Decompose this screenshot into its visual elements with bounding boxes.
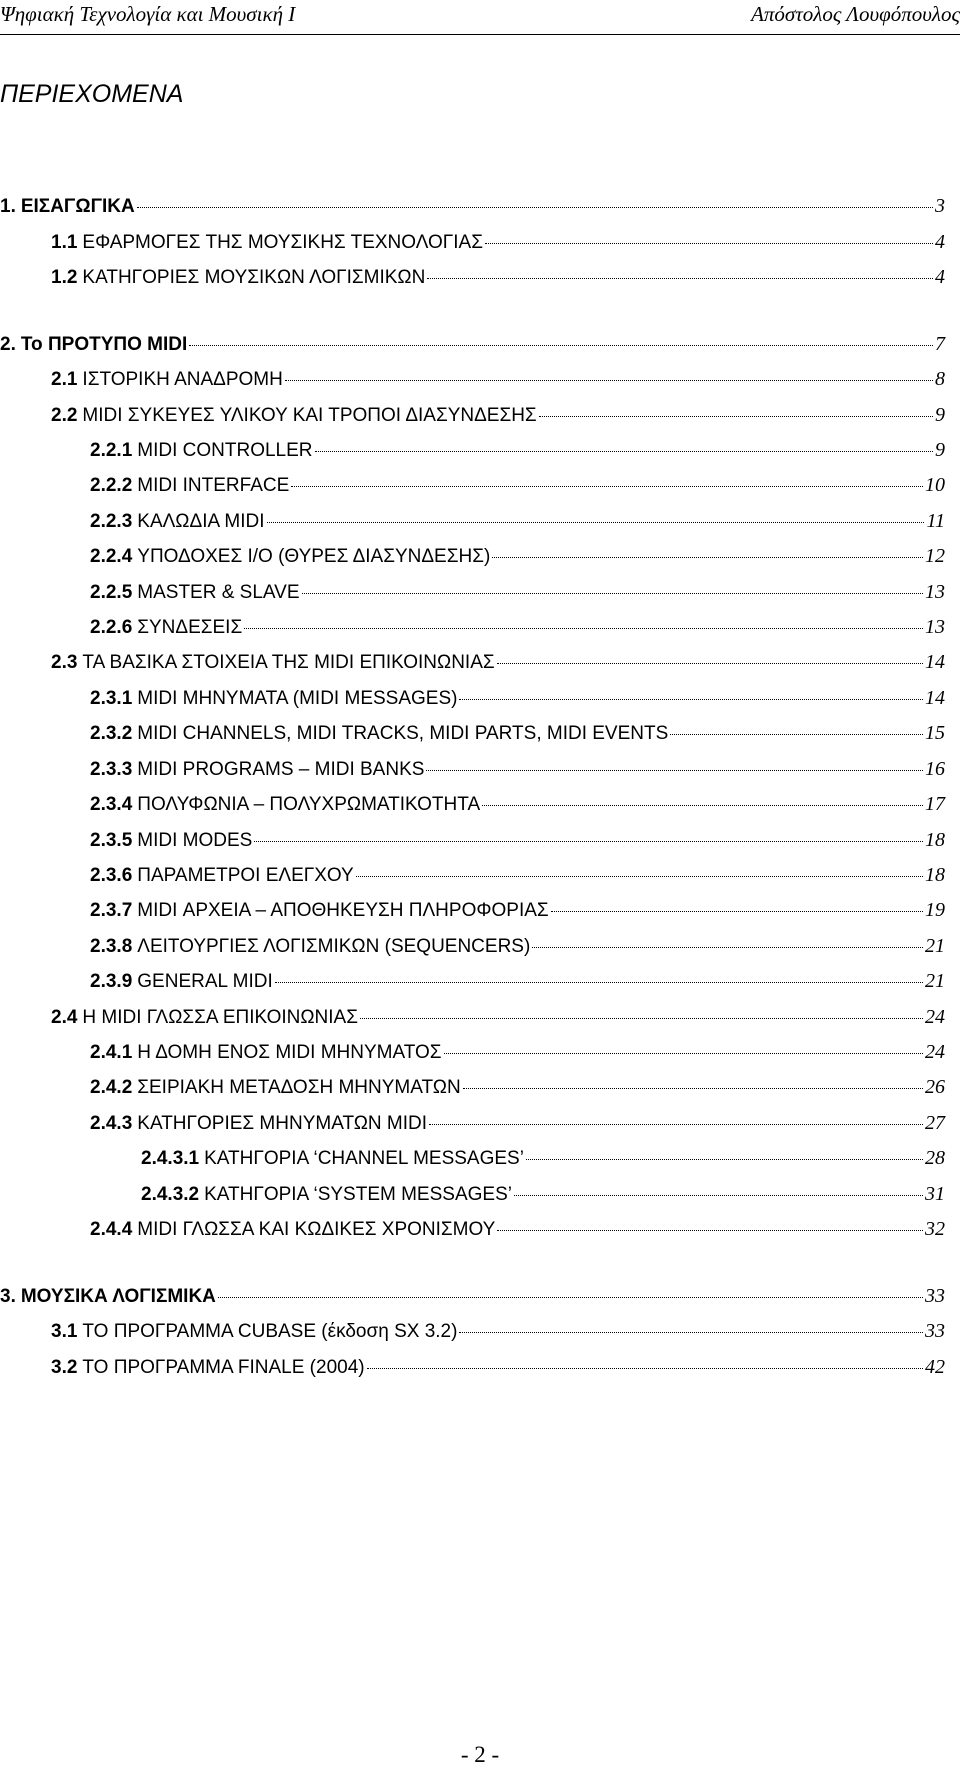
toc-dot-leader	[497, 1230, 923, 1231]
toc-dot-leader	[360, 1018, 923, 1019]
toc-entry[interactable]	[51, 1318, 945, 1344]
toc-entry-page: 8	[935, 368, 945, 390]
toc-entry-page: 7	[935, 333, 945, 355]
toc-dot-leader	[551, 911, 923, 912]
toc-dot-leader	[291, 486, 923, 487]
toc-entry-title: MIDI CONTROLLER	[137, 440, 313, 461]
toc-dot-leader	[267, 522, 925, 523]
toc-entry-title: Το ΠΡΟΤΥΠΟ MIDI	[20, 334, 188, 355]
toc-entry-page: 16	[925, 758, 945, 780]
toc-entry-number: 2.3.5	[90, 830, 133, 851]
toc-entry-number: 2.3.1	[90, 688, 133, 709]
toc-entry[interactable]	[90, 756, 945, 782]
toc-entry-page: 24	[925, 1006, 945, 1028]
page-number: - 2 -	[460, 1742, 500, 1767]
toc-entry-title: MIDI INTERFACE	[137, 475, 290, 496]
toc-entry-title: ΚΑΤΗΓΟΡΙΑ ‘CHANNEL MESSAGES’	[204, 1148, 524, 1169]
toc-entry-page: 19	[925, 899, 945, 921]
toc-entry-title: GENERAL MIDI	[137, 971, 273, 992]
toc-entry-number: 2.3.6	[90, 865, 133, 886]
toc-entry[interactable]	[90, 1074, 945, 1100]
toc-dot-leader	[218, 1297, 923, 1298]
toc-entry-page: 3	[935, 195, 945, 217]
toc-entry[interactable]	[51, 1004, 945, 1030]
toc-entry[interactable]	[51, 229, 945, 255]
toc-dot-leader	[429, 1124, 923, 1125]
toc-entry[interactable]	[90, 579, 945, 605]
toc-entry-number: 3.2	[51, 1357, 78, 1378]
toc-entry-page: 9	[935, 439, 945, 461]
toc-dot-leader	[427, 278, 933, 279]
page-title: ΠΕΡΙΕΧΟΜΕΝΑ	[0, 80, 184, 108]
toc-entry[interactable]	[0, 331, 945, 357]
toc-entry-title: ΚΑΛΩΔΙΑ MIDI	[137, 511, 265, 532]
toc-entry-page: 11	[926, 510, 945, 532]
toc-entry-title: ΙΣΤΟΡΙΚΗ ΑΝΑΔΡΟΜΗ	[82, 369, 283, 390]
toc-entry-page: 18	[925, 829, 945, 851]
toc-entry-title: ΚΑΤΗΓΟΡΙΕΣ ΜΟΥΣΙΚΩΝ ΛΟΓΙΣΜΙΚΩΝ	[82, 267, 426, 288]
toc-entry-title: Η ΔΟΜΗ ΕΝΟΣ MIDI ΜΗΝΥΜΑΤΟΣ	[137, 1042, 442, 1063]
header-course-title: Ψηφιακή Τεχνολογία και Μουσική Ι	[0, 2, 296, 26]
toc-entry-page: 4	[935, 231, 945, 253]
toc-entry-title: ΣΕΙΡΙΑΚΗ ΜΕΤΑΔΟΣΗ ΜΗΝΥΜΑΤΩΝ	[137, 1077, 461, 1098]
toc-entry-number: 2.3.7	[90, 900, 133, 921]
toc-entry[interactable]	[51, 264, 945, 290]
toc-entry-number: 2.3.3	[90, 759, 133, 780]
toc-entry-number: 2.2.4	[90, 546, 133, 567]
toc-entry-page: 17	[925, 793, 945, 815]
toc-entry-number: 2.4.2	[90, 1077, 133, 1098]
toc-entry-page: 31	[925, 1183, 945, 1205]
toc-dot-leader	[497, 663, 923, 664]
toc-entry-number: 1.	[0, 196, 16, 217]
toc-entry[interactable]	[51, 402, 945, 428]
toc-entry-title: ΠΑΡΑΜΕΤΡΟΙ ΕΛΕΓΧΟΥ	[137, 865, 354, 886]
toc-dot-leader	[444, 1053, 923, 1054]
toc-entry-page: 26	[925, 1076, 945, 1098]
toc-entry[interactable]	[90, 685, 945, 711]
toc-entry[interactable]	[0, 193, 945, 219]
toc-dot-leader	[492, 557, 923, 558]
toc-entry-number: 2.1	[51, 369, 78, 390]
toc-dot-leader	[137, 207, 933, 208]
toc-entry-page: 9	[935, 404, 945, 426]
toc-entry-number: 2.2.6	[90, 617, 133, 638]
toc-entry-title: ΤΟ ΠΡΟΓΡΑΜΜΑ CUBASE (έκδοση SX 3.2)	[82, 1321, 458, 1342]
toc-entry-title: ΥΠΟΔΟΧΕΣ I/O (ΘΥΡΕΣ ΔΙΑΣΥΝΔΕΣΗΣ)	[137, 546, 491, 567]
toc-entry-number: 2.2	[51, 405, 78, 426]
toc-entry-page: 33	[925, 1320, 945, 1342]
toc-dot-leader	[356, 876, 923, 877]
toc-entry-title: MIDI MODES	[137, 830, 253, 851]
toc-entry-title: MASTER & SLAVE	[137, 582, 300, 603]
toc-entry[interactable]	[90, 897, 945, 923]
toc-entry[interactable]	[141, 1145, 945, 1171]
toc-entry-title: MIDI ΓΛΩΣΣΑ ΚΑΙ ΚΩΔΙΚΕΣ ΧΡΟΝΙΣΜΟΥ	[137, 1219, 496, 1240]
toc-entry-page: 24	[925, 1041, 945, 1063]
header-author: Απόστολος Λουφόπουλος	[751, 2, 960, 26]
toc-entry-title: MIDI ΣΥΚΕΥΕΣ ΥΛΙΚΟΥ ΚΑΙ ΤΡΟΠΟΙ ΔΙΑΣΥΝΔΕΣΗΣ	[82, 405, 537, 426]
toc-entry[interactable]	[90, 1110, 945, 1136]
toc-entry-number: 2.4.4	[90, 1219, 133, 1240]
toc-dot-leader	[485, 243, 933, 244]
toc-entry[interactable]	[90, 862, 945, 888]
toc-entry[interactable]	[90, 543, 945, 569]
toc-entry-number: 3.	[0, 1286, 16, 1307]
toc-entry-title: ΕΙΣΑΓΩΓΙΚΑ	[20, 196, 135, 217]
toc-dot-leader	[302, 593, 923, 594]
toc-entry-title: Η MIDI ΓΛΩΣΣΑ ΕΠΙΚΟΙΝΩΝΙΑΣ	[82, 1007, 358, 1028]
toc-dot-leader	[285, 380, 933, 381]
toc-entry-number: 2.4.3.1	[141, 1148, 200, 1169]
toc-entry-number: 2.4.1	[90, 1042, 133, 1063]
toc-entry-number: 2.3	[51, 652, 78, 673]
toc-entry[interactable]	[141, 1181, 945, 1207]
toc-dot-leader	[459, 1332, 923, 1333]
toc-dot-leader	[514, 1195, 923, 1196]
toc-entry[interactable]	[90, 614, 945, 640]
toc-entry-number: 2.2.2	[90, 475, 133, 496]
toc-entry-page: 42	[925, 1356, 945, 1378]
toc-entry-number: 2.	[0, 334, 16, 355]
toc-dot-leader	[463, 1088, 923, 1089]
toc-entry-page: 13	[925, 616, 945, 638]
toc-entry-title: ΕΦΑΡΜΟΓΕΣ ΤΗΣ ΜΟΥΣΙΚΗΣ ΤΕΧΝΟΛΟΓΙΑΣ	[82, 232, 483, 253]
toc-entry[interactable]	[51, 1354, 945, 1380]
toc-entry-title: ΣΥΝΔΕΣΕΙΣ	[137, 617, 243, 638]
toc-entry-number: 2.3.8	[90, 936, 133, 957]
toc-entry-number: 2.4.3	[90, 1113, 133, 1134]
toc-entry-title: ΜΟΥΣΙΚΑ ΛΟΓΙΣΜΙΚΑ	[20, 1286, 216, 1307]
toc-entry-page: 4	[935, 266, 945, 288]
toc-entry[interactable]	[90, 508, 945, 534]
toc-entry-title: ΤΟ ΠΡΟΓΡΑΜΜΑ FINALE (2004)	[82, 1357, 365, 1378]
toc-entry-title: MIDI ΜΗΝΥΜΑΤΑ (MIDI MESSAGES)	[137, 688, 458, 709]
toc-entry-page: 15	[925, 722, 945, 744]
toc-entry-number: 2.4	[51, 1007, 78, 1028]
toc-dot-leader	[254, 841, 923, 842]
toc-entry-title: ΚΑΤΗΓΟΡΙΑ ‘SYSTEM MESSAGES’	[204, 1184, 512, 1205]
toc-entry[interactable]	[90, 1216, 945, 1242]
toc-dot-leader	[459, 699, 923, 700]
toc-entry-number: 2.3.2	[90, 723, 133, 744]
toc-entry-page: 27	[925, 1112, 945, 1134]
toc-entry-number: 2.2.3	[90, 511, 133, 532]
toc-entry[interactable]	[90, 968, 945, 994]
toc-entry-page: 28	[925, 1147, 945, 1169]
toc-dot-leader	[526, 1159, 923, 1160]
toc-entry-title: MIDI CHANNELS, MIDI TRACKS, MIDI PARTS, MIDI EVENTS	[137, 723, 669, 744]
toc-entry-number: 2.2.5	[90, 582, 133, 603]
toc-entry-page: 21	[925, 970, 945, 992]
toc-entry-number: 2.3.4	[90, 794, 133, 815]
toc-entry-page: 12	[925, 545, 945, 567]
toc-entry-page: 33	[925, 1285, 945, 1307]
toc-entry-number: 1.2	[51, 267, 78, 288]
toc-entry[interactable]	[90, 1039, 945, 1065]
toc-entry-page: 21	[925, 935, 945, 957]
toc-entry-page: 14	[925, 687, 945, 709]
toc-dot-leader	[482, 805, 923, 806]
toc-entry-title: MIDI ΑΡΧΕΙΑ – ΑΠΟΘΗΚΕΥΣΗ ΠΛΗΡΟΦΟΡΙΑΣ	[137, 900, 549, 921]
toc-entry[interactable]	[0, 1283, 945, 1309]
toc-entry-title: ΠΟΛΥΦΩΝΙΑ – ΠΟΛΥΧΡΩΜΑΤΙΚΟΤΗΤΑ	[137, 794, 481, 815]
toc-entry-page: 10	[925, 474, 945, 496]
toc-entry-page: 14	[925, 651, 945, 673]
toc-entry-number: 1.1	[51, 232, 78, 253]
toc-dot-leader	[426, 770, 923, 771]
toc-dot-leader	[670, 734, 923, 735]
toc-entry-title: ΛΕΙΤΟΥΡΓΙΕΣ ΛΟΓΙΣΜΙΚΩΝ (SEQUENCERS)	[137, 936, 531, 957]
toc-entry-page: 32	[925, 1218, 945, 1240]
toc-entry-number: 2.3.9	[90, 971, 133, 992]
toc-dot-leader	[532, 947, 923, 948]
toc-dot-leader	[539, 416, 933, 417]
toc-entry[interactable]	[90, 720, 945, 746]
toc-entry[interactable]	[90, 933, 945, 959]
toc-entry[interactable]	[51, 366, 945, 392]
toc-entry[interactable]	[90, 791, 945, 817]
toc-entry-number: 2.4.3.2	[141, 1184, 200, 1205]
toc-dot-leader	[189, 345, 933, 346]
toc-entry[interactable]	[90, 437, 945, 463]
toc-dot-leader	[244, 628, 923, 629]
toc-entry-title: MIDI PROGRAMS – MIDI BANKS	[137, 759, 425, 780]
toc-entry[interactable]	[90, 827, 945, 853]
toc-entry-page: 13	[925, 581, 945, 603]
toc-entry-number: 3.1	[51, 1321, 78, 1342]
toc-entry-title: ΚΑΤΗΓΟΡΙΕΣ ΜΗΝΥΜΑΤΩΝ MIDI	[137, 1113, 428, 1134]
toc-entry[interactable]	[90, 472, 945, 498]
toc-dot-leader	[367, 1368, 923, 1369]
toc-dot-leader	[315, 451, 933, 452]
toc-entry-number: 2.2.1	[90, 440, 133, 461]
toc-dot-leader	[275, 982, 923, 983]
toc-entry[interactable]	[51, 649, 945, 675]
toc-entry-page: 18	[925, 864, 945, 886]
toc-entry-title: ΤΑ ΒΑΣΙΚΑ ΣΤΟΙΧΕΙΑ ΤΗΣ MIDI ΕΠΙΚΟΙΝΩΝΙΑΣ	[82, 652, 495, 673]
